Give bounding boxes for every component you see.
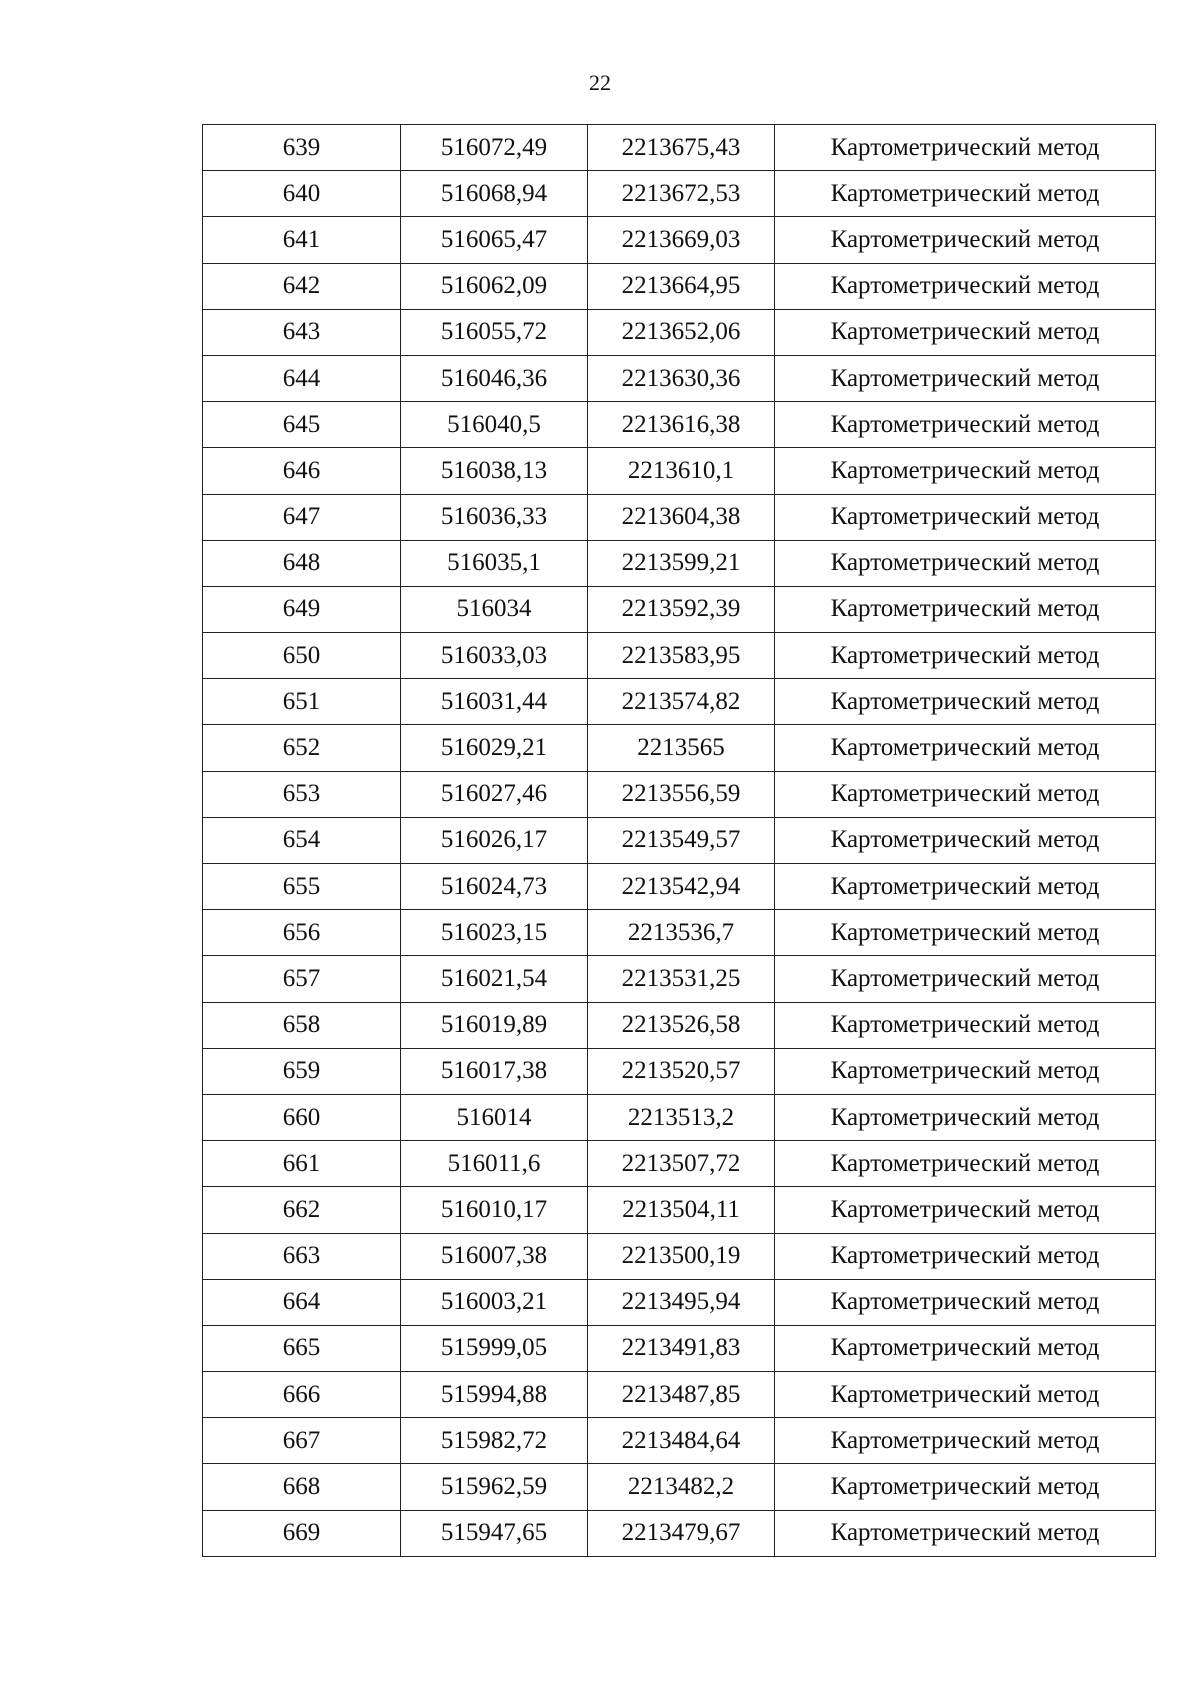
table-row: [203, 1048, 1156, 1094]
x-coordinate-cell: 516003,21: [401, 1279, 588, 1325]
x-coordinate-cell: 516068,94: [401, 171, 588, 217]
method-cell: Картометрический метод: [775, 1325, 1156, 1371]
method-cell: Картометрический метод: [775, 1510, 1156, 1556]
x-coordinate-cell: 516007,38: [401, 1233, 588, 1279]
y-coordinate-cell: 2213491,83: [588, 1325, 775, 1371]
x-coordinate-cell: 516038,13: [401, 448, 588, 494]
y-coordinate-cell: 2213565: [588, 725, 775, 771]
method-cell: Картометрический метод: [775, 402, 1156, 448]
table-row: [203, 725, 1156, 771]
table-row: [203, 263, 1156, 309]
point-number-cell: 652: [203, 725, 401, 771]
y-coordinate-cell: 2213482,2: [588, 1464, 775, 1510]
method-cell: Картометрический метод: [775, 1418, 1156, 1464]
table-row: [203, 1233, 1156, 1279]
table-row: [203, 910, 1156, 956]
y-coordinate-cell: 2213495,94: [588, 1279, 775, 1325]
x-coordinate-cell: 516034: [401, 586, 588, 632]
point-number-cell: 643: [203, 309, 401, 355]
y-coordinate-cell: 2213672,53: [588, 171, 775, 217]
table-row: [203, 1510, 1156, 1556]
y-coordinate-cell: 2213574,82: [588, 679, 775, 725]
x-coordinate-cell: 515994,88: [401, 1372, 588, 1418]
x-coordinate-cell: 516017,38: [401, 1048, 588, 1094]
point-number-cell: 667: [203, 1418, 401, 1464]
x-coordinate-cell: 516036,33: [401, 494, 588, 540]
y-coordinate-cell: 2213507,72: [588, 1141, 775, 1187]
point-number-cell: 640: [203, 171, 401, 217]
y-coordinate-cell: 2213592,39: [588, 586, 775, 632]
method-cell: Картометрический метод: [775, 864, 1156, 910]
x-coordinate-cell: 515999,05: [401, 1325, 588, 1371]
y-coordinate-cell: 2213520,57: [588, 1048, 775, 1094]
table-row: [203, 1464, 1156, 1510]
method-cell: Картометрический метод: [775, 494, 1156, 540]
y-coordinate-cell: 2213610,1: [588, 448, 775, 494]
table-row: [203, 540, 1156, 586]
point-number-cell: 647: [203, 494, 401, 540]
point-number-cell: 645: [203, 402, 401, 448]
method-cell: Картометрический метод: [775, 309, 1156, 355]
table-body: [203, 125, 1156, 1557]
method-cell: Картометрический метод: [775, 1187, 1156, 1233]
method-cell: Картометрический метод: [775, 586, 1156, 632]
y-coordinate-cell: 2213664,95: [588, 263, 775, 309]
table-row: [203, 1279, 1156, 1325]
table-row: [203, 1372, 1156, 1418]
point-number-cell: 663: [203, 1233, 401, 1279]
y-coordinate-cell: 2213630,36: [588, 355, 775, 401]
y-coordinate-cell: 2213542,94: [588, 864, 775, 910]
method-cell: Картометрический метод: [775, 956, 1156, 1002]
y-coordinate-cell: 2213549,57: [588, 817, 775, 863]
point-number-cell: 641: [203, 217, 401, 263]
y-coordinate-cell: 2213500,19: [588, 1233, 775, 1279]
point-number-cell: 653: [203, 771, 401, 817]
method-cell: Картометрический метод: [775, 355, 1156, 401]
y-coordinate-cell: 2213556,59: [588, 771, 775, 817]
x-coordinate-cell: 515982,72: [401, 1418, 588, 1464]
method-cell: Картометрический метод: [775, 125, 1156, 171]
y-coordinate-cell: 2213504,11: [588, 1187, 775, 1233]
point-number-cell: 660: [203, 1094, 401, 1140]
point-number-cell: 661: [203, 1141, 401, 1187]
y-coordinate-cell: 2213531,25: [588, 956, 775, 1002]
point-number-cell: 639: [203, 125, 401, 171]
method-cell: Картометрический метод: [775, 679, 1156, 725]
x-coordinate-cell: 516035,1: [401, 540, 588, 586]
point-number-cell: 642: [203, 263, 401, 309]
point-number-cell: 656: [203, 910, 401, 956]
point-number-cell: 655: [203, 864, 401, 910]
table-row: [203, 355, 1156, 401]
x-coordinate-cell: 516026,17: [401, 817, 588, 863]
x-coordinate-cell: 516031,44: [401, 679, 588, 725]
x-coordinate-cell: 516024,73: [401, 864, 588, 910]
table-row: [203, 448, 1156, 494]
x-coordinate-cell: 516055,72: [401, 309, 588, 355]
method-cell: Картометрический метод: [775, 817, 1156, 863]
x-coordinate-cell: 516065,47: [401, 217, 588, 263]
x-coordinate-cell: 516014: [401, 1094, 588, 1140]
method-cell: Картометрический метод: [775, 1048, 1156, 1094]
table-row: [203, 817, 1156, 863]
x-coordinate-cell: 516011,6: [401, 1141, 588, 1187]
method-cell: Картометрический метод: [775, 771, 1156, 817]
y-coordinate-cell: 2213484,64: [588, 1418, 775, 1464]
x-coordinate-cell: 515947,65: [401, 1510, 588, 1556]
coordinates-table: [202, 124, 1156, 1557]
table-row: [203, 679, 1156, 725]
table-row: [203, 171, 1156, 217]
table-row: [203, 309, 1156, 355]
table-row: [203, 956, 1156, 1002]
table-row: [203, 402, 1156, 448]
method-cell: Картометрический метод: [775, 217, 1156, 263]
table-row: [203, 586, 1156, 632]
x-coordinate-cell: 516027,46: [401, 771, 588, 817]
method-cell: Картометрический метод: [775, 1002, 1156, 1048]
page-number: 22: [589, 70, 611, 95]
point-number-cell: 649: [203, 586, 401, 632]
method-cell: Картометрический метод: [775, 1141, 1156, 1187]
method-cell: Картометрический метод: [775, 1094, 1156, 1140]
table-row: [203, 1187, 1156, 1233]
point-number-cell: 665: [203, 1325, 401, 1371]
table-row: [203, 217, 1156, 263]
point-number-cell: 648: [203, 540, 401, 586]
y-coordinate-cell: 2213599,21: [588, 540, 775, 586]
method-cell: Картометрический метод: [775, 910, 1156, 956]
table-row: [203, 1418, 1156, 1464]
y-coordinate-cell: 2213675,43: [588, 125, 775, 171]
x-coordinate-cell: 516062,09: [401, 263, 588, 309]
x-coordinate-cell: 516072,49: [401, 125, 588, 171]
method-cell: Картометрический метод: [775, 540, 1156, 586]
table-row: [203, 864, 1156, 910]
y-coordinate-cell: 2213487,85: [588, 1372, 775, 1418]
x-coordinate-cell: 516046,36: [401, 355, 588, 401]
method-cell: Картометрический метод: [775, 725, 1156, 771]
x-coordinate-cell: 516033,03: [401, 633, 588, 679]
x-coordinate-cell: 516023,15: [401, 910, 588, 956]
method-cell: Картометрический метод: [775, 1279, 1156, 1325]
y-coordinate-cell: 2213526,58: [588, 1002, 775, 1048]
y-coordinate-cell: 2213513,2: [588, 1094, 775, 1140]
x-coordinate-cell: 515962,59: [401, 1464, 588, 1510]
x-coordinate-cell: 516019,89: [401, 1002, 588, 1048]
point-number-cell: 664: [203, 1279, 401, 1325]
point-number-cell: 654: [203, 817, 401, 863]
y-coordinate-cell: 2213479,67: [588, 1510, 775, 1556]
table-row: [203, 1141, 1156, 1187]
method-cell: Картометрический метод: [775, 171, 1156, 217]
method-cell: Картометрический метод: [775, 1464, 1156, 1510]
y-coordinate-cell: 2213536,7: [588, 910, 775, 956]
method-cell: Картометрический метод: [775, 263, 1156, 309]
y-coordinate-cell: 2213583,95: [588, 633, 775, 679]
table-row: [203, 1002, 1156, 1048]
point-number-cell: 644: [203, 355, 401, 401]
point-number-cell: 659: [203, 1048, 401, 1094]
y-coordinate-cell: 2213652,06: [588, 309, 775, 355]
method-cell: Картометрический метод: [775, 633, 1156, 679]
table-row: [203, 1325, 1156, 1371]
point-number-cell: 651: [203, 679, 401, 725]
table-row: [203, 633, 1156, 679]
x-coordinate-cell: 516029,21: [401, 725, 588, 771]
point-number-cell: 646: [203, 448, 401, 494]
y-coordinate-cell: 2213669,03: [588, 217, 775, 263]
point-number-cell: 669: [203, 1510, 401, 1556]
method-cell: Картометрический метод: [775, 1372, 1156, 1418]
x-coordinate-cell: 516040,5: [401, 402, 588, 448]
table-row: [203, 1094, 1156, 1140]
point-number-cell: 666: [203, 1372, 401, 1418]
table-row: [203, 494, 1156, 540]
table-row: [203, 771, 1156, 817]
y-coordinate-cell: 2213616,38: [588, 402, 775, 448]
table-row: [203, 125, 1156, 171]
point-number-cell: 668: [203, 1464, 401, 1510]
x-coordinate-cell: 516010,17: [401, 1187, 588, 1233]
point-number-cell: 662: [203, 1187, 401, 1233]
method-cell: Картометрический метод: [775, 448, 1156, 494]
x-coordinate-cell: 516021,54: [401, 956, 588, 1002]
point-number-cell: 650: [203, 633, 401, 679]
method-cell: Картометрический метод: [775, 1233, 1156, 1279]
point-number-cell: 657: [203, 956, 401, 1002]
point-number-cell: 658: [203, 1002, 401, 1048]
y-coordinate-cell: 2213604,38: [588, 494, 775, 540]
